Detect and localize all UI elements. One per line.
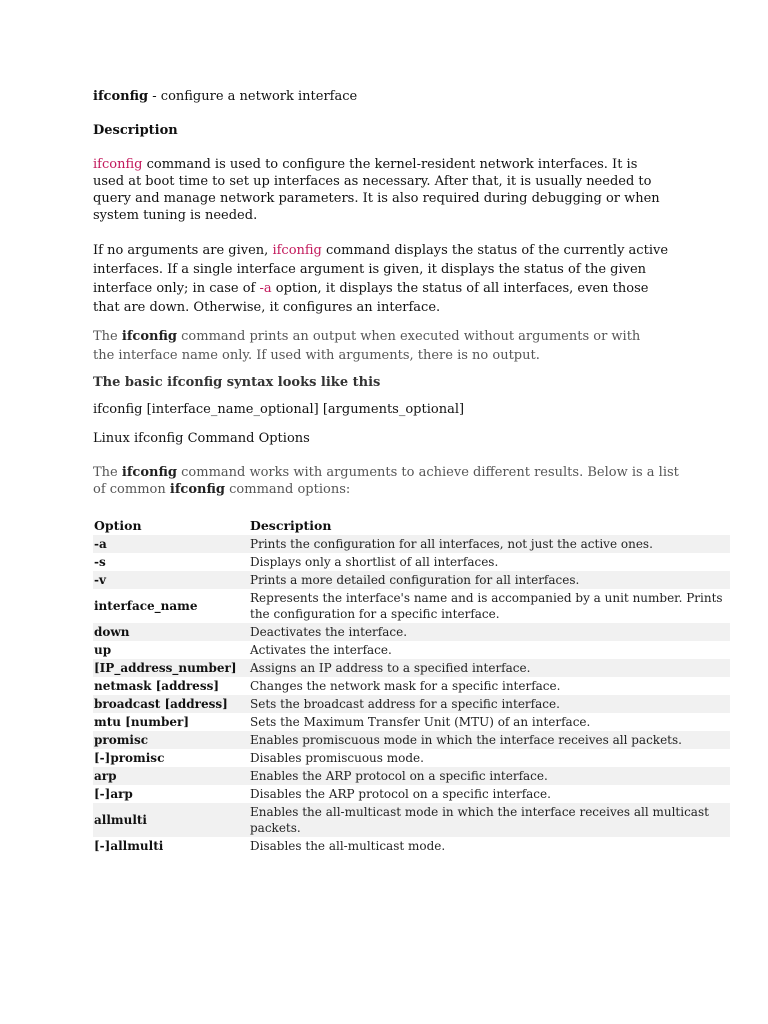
option-cell: -s xyxy=(94,555,106,569)
table-header-row xyxy=(93,515,730,535)
paragraph-text: command prints an output when executed without arguments or with the interface name only. If used with arguments, there is no output. xyxy=(93,329,641,363)
paragraph-text: command is used to configure the kernel-resident network interfaces. It is used at boot time to set up interfaces as necessary. After that, it is usually needed to query and manage network parameters. It is also required during debugging or when system tuning is needed. xyxy=(93,157,660,223)
option-cell: down xyxy=(93,623,249,641)
table-row xyxy=(93,749,730,767)
options-heading: Linux ifconfig Command Options xyxy=(93,431,310,446)
option-cell: [-]allmulti xyxy=(94,839,164,853)
description-cell: Deactivates the interface. xyxy=(249,623,730,641)
table-row xyxy=(93,785,730,803)
table-row xyxy=(93,695,730,713)
page-title xyxy=(93,88,357,105)
title-rest: - configure a network interface xyxy=(148,89,358,104)
table-row xyxy=(93,713,730,731)
ifconfig-term: ifconfig xyxy=(272,243,322,258)
column-header-option: Option xyxy=(94,517,142,533)
option-cell: [-]promisc xyxy=(94,751,165,765)
description-cell: Sets the broadcast address for a specific interface. xyxy=(249,695,730,713)
option-cell: netmask [address] xyxy=(94,679,220,693)
option-cell: broadcast [address] xyxy=(93,695,249,713)
output-paragraph xyxy=(93,327,653,365)
table-row xyxy=(93,731,730,749)
option-cell: up xyxy=(94,643,112,657)
table-row xyxy=(93,837,730,855)
paragraph-text: option, it displays the status of all interfaces, even those that are down. Otherwise, it configures an interface. xyxy=(93,281,649,315)
description-cell: Represents the interface's name and is accompanied by a unit number. Prints the configuration for a specific interface. xyxy=(250,591,723,621)
description-cell: Prints the configuration for all interfaces, not just the active ones. xyxy=(249,535,730,553)
option-cell: promisc xyxy=(93,731,249,749)
ifconfig-term: ifconfig xyxy=(121,329,177,344)
paragraph-text: If no arguments are given, xyxy=(93,243,273,258)
description-cell: Assigns an IP address to a specified interface. xyxy=(249,659,730,677)
description-cell: Displays only a shortlist of all interfaces. xyxy=(250,555,499,569)
description-heading: Description xyxy=(93,123,178,138)
table-row xyxy=(93,677,730,695)
option-cell: -v xyxy=(93,571,249,589)
description-cell: Disables promiscuous mode. xyxy=(250,751,424,765)
table-row xyxy=(93,623,730,641)
table-row xyxy=(93,553,730,571)
option-cell: allmulti xyxy=(93,803,249,837)
description-cell: Enables the all-multicast mode in which the interface receives all multicast packets. xyxy=(249,803,730,837)
description-cell: Disables the ARP protocol on a specific interface. xyxy=(250,787,551,801)
paragraph-text: command options: xyxy=(225,482,351,497)
table-row xyxy=(93,571,730,589)
description-cell: Sets the Maximum Transfer Unit (MTU) of an interface. xyxy=(250,715,591,729)
description-cell: Activates the interface. xyxy=(250,643,392,657)
paragraph-text: command displays the status of the currently active interfaces. If a single interface argument is given, it displays the status of the given interface only; in case of xyxy=(93,243,669,296)
description-cell: Prints a more detailed configuration for all interfaces. xyxy=(249,571,730,589)
column-header-description: Description xyxy=(250,517,332,533)
table-row xyxy=(93,589,730,623)
options-intro-paragraph xyxy=(93,464,683,498)
flag-term: -a xyxy=(259,281,272,296)
table-row xyxy=(93,803,730,837)
ifconfig-term: ifconfig xyxy=(121,465,177,480)
syntax-heading: The basic ifconfig syntax looks like this xyxy=(93,375,381,390)
option-cell: -a xyxy=(93,535,249,553)
table-row xyxy=(93,535,730,553)
description-paragraph-2 xyxy=(93,241,673,317)
option-cell: [-]arp xyxy=(94,787,133,801)
paragraph-text: The xyxy=(93,465,122,480)
ifconfig-term: ifconfig xyxy=(93,157,143,172)
option-cell: interface_name xyxy=(94,599,198,613)
table-row xyxy=(93,767,730,785)
paragraph-text: The xyxy=(93,329,122,344)
table-row xyxy=(93,659,730,677)
option-cell: mtu [number] xyxy=(94,715,189,729)
description-cell: Changes the network mask for a specific interface. xyxy=(250,679,561,693)
description-cell: Enables the ARP protocol on a specific interface. xyxy=(249,767,730,785)
option-cell: arp xyxy=(93,767,249,785)
paragraph-text: command works with arguments to achieve different results. Below is a list of common xyxy=(93,465,679,497)
title-command: ifconfig xyxy=(93,89,149,104)
table-row xyxy=(93,641,730,659)
description-paragraph-1 xyxy=(93,156,663,224)
description-cell: Disables the all-multicast mode. xyxy=(250,839,446,853)
option-cell: [IP_address_number] xyxy=(93,659,249,677)
description-cell: Enables promiscuous mode in which the interface receives all packets. xyxy=(249,731,730,749)
options-table xyxy=(93,515,730,855)
ifconfig-term: ifconfig xyxy=(169,482,225,497)
syntax-line: ifconfig [interface_name_optional] [arguments_optional] xyxy=(93,402,465,417)
